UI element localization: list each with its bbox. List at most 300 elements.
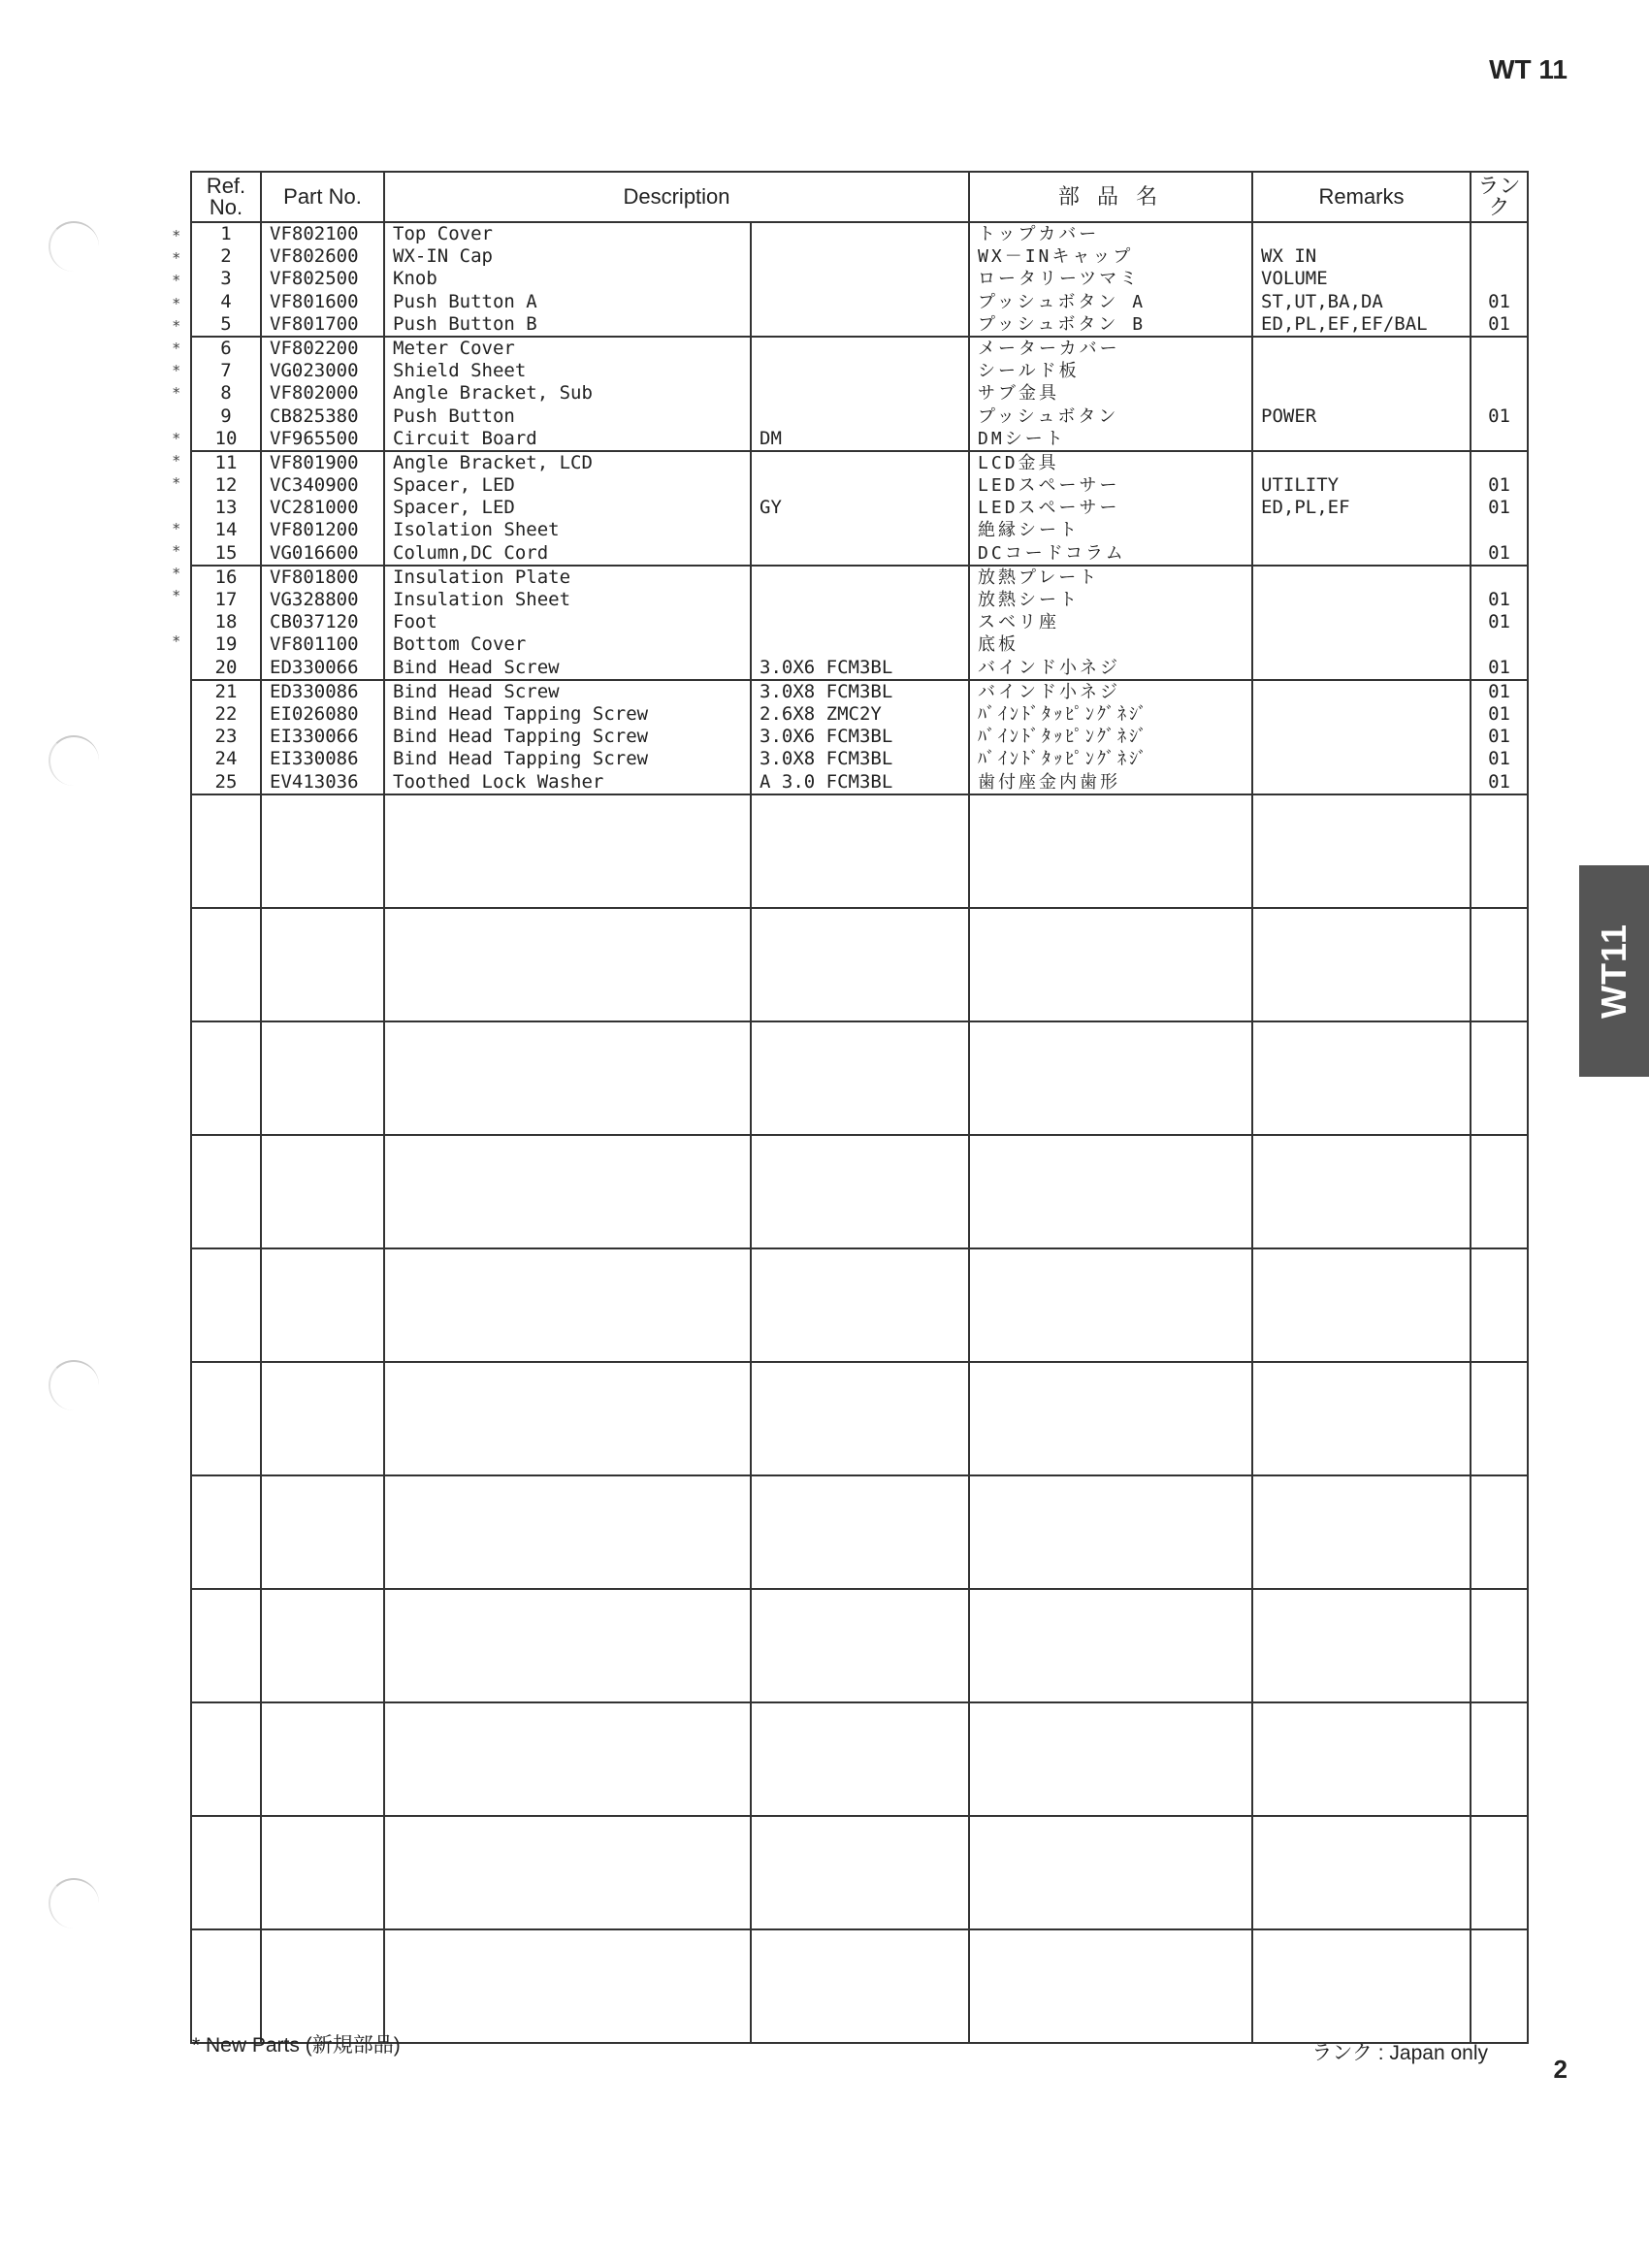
- table-line: 18: [214, 611, 238, 633]
- ref-no-header: Ref. No.: [191, 172, 261, 222]
- table-line: 01: [1488, 748, 1510, 770]
- table-line: Insulation Sheet: [393, 589, 571, 610]
- table-line: [752, 542, 968, 565]
- rank-cell: [1471, 566, 1528, 680]
- empty-cell: [1252, 1702, 1471, 1816]
- table-line: ED330086: [270, 680, 359, 702]
- empty-cell: [1471, 1816, 1528, 1929]
- table-line: 8: [220, 382, 232, 405]
- table-line: POWER: [1261, 405, 1317, 427]
- table-line: [1253, 657, 1470, 679]
- empty-cell: [1252, 1362, 1471, 1475]
- punch-hole: [48, 221, 99, 272]
- table-line: 25: [214, 770, 238, 793]
- japanese-name-header: 部 品 名: [969, 172, 1252, 222]
- empty-cell: [191, 1021, 261, 1135]
- ref-no-cell: [191, 566, 261, 680]
- empty-cell: [261, 1589, 384, 1702]
- spec-cell: [751, 680, 969, 794]
- table-line: 12: [214, 474, 238, 497]
- punch-hole: [48, 1878, 99, 1928]
- table-line: [752, 223, 968, 245]
- new-part-star: *: [173, 474, 180, 493]
- description-cell: [384, 566, 751, 680]
- table-line: WX－INキャップ: [978, 246, 1134, 268]
- empty-cell: [384, 1929, 751, 2043]
- table-line: [752, 474, 968, 497]
- empty-cell: [969, 794, 1252, 908]
- empty-cell: [191, 1816, 261, 1929]
- empty-cell: [191, 1362, 261, 1475]
- table-line: VOLUME: [1261, 268, 1328, 290]
- table-line: ﾊﾞｲﾝﾄﾞﾀｯﾋﾟﾝｸﾞﾈｼﾞ: [978, 749, 1150, 770]
- table-line: 3.0X6 FCM3BL: [760, 726, 893, 748]
- empty-cell: [751, 1929, 969, 2043]
- new-part-star: *: [173, 340, 180, 357]
- ref-no-cell: [191, 337, 261, 451]
- new-part-star: *: [173, 272, 180, 290]
- table-line: 7: [220, 360, 232, 382]
- table-line: スベリ座: [978, 612, 1060, 633]
- table-line: EI026080: [270, 702, 359, 725]
- description-cell: [384, 222, 751, 337]
- empty-table-row: [191, 1021, 1528, 1135]
- table-line: LEDスペーサー: [978, 498, 1120, 519]
- table-line: トップカバー: [978, 224, 1100, 244]
- part-no-header: Part No.: [261, 172, 384, 222]
- description-cell: [384, 337, 751, 451]
- table-line: 絶縁シート: [978, 520, 1081, 541]
- empty-cell: [1252, 1589, 1471, 1702]
- table-line: VF801100: [270, 633, 359, 656]
- table-line: [752, 567, 968, 589]
- empty-cell: [969, 1475, 1252, 1589]
- empty-table-row: [191, 1702, 1528, 1816]
- part-no-cell: [261, 451, 384, 566]
- empty-cell: [751, 1362, 969, 1475]
- table-line: VC281000: [270, 497, 359, 519]
- remarks-header: Remarks: [1252, 172, 1471, 222]
- table-line: [1253, 360, 1470, 382]
- japanese-name-cell: [969, 222, 1252, 337]
- empty-cell: [751, 1021, 969, 1135]
- parts-list-table: [190, 171, 1529, 2044]
- table-line: VG023000: [270, 360, 359, 382]
- new-part-star: *: [173, 565, 180, 582]
- remarks-cell: [1252, 451, 1471, 566]
- table-line: [752, 338, 968, 360]
- table-line: VF802600: [270, 245, 359, 268]
- table-line: [1253, 771, 1470, 794]
- table-line: DM: [760, 427, 782, 449]
- table-line: [752, 611, 968, 633]
- section-tab-label: WT11: [1594, 923, 1633, 1020]
- table-line: [1471, 519, 1527, 541]
- table-line: [1253, 748, 1470, 770]
- table-line: 4: [220, 290, 232, 312]
- table-line: [1471, 452, 1527, 474]
- empty-cell: [969, 1702, 1252, 1816]
- parts-group-row: [191, 566, 1528, 680]
- section-tab: [1579, 865, 1649, 1077]
- spec-cell: [751, 222, 969, 337]
- empty-table-row: [191, 1816, 1528, 1929]
- empty-cell: [384, 1475, 751, 1589]
- table-line: EI330086: [270, 748, 359, 770]
- table-line: [752, 633, 968, 656]
- table-line: Column,DC Cord: [393, 541, 549, 564]
- table-line: ED,PL,EF: [1261, 497, 1350, 519]
- empty-cell: [1471, 1475, 1528, 1589]
- table-line: VF801700: [270, 312, 359, 335]
- table-line: 01: [1488, 702, 1510, 725]
- ref-no-cell: [191, 680, 261, 794]
- table-line: [1471, 245, 1527, 268]
- table-line: Bind Head Screw: [393, 680, 560, 702]
- empty-cell: [751, 1702, 969, 1816]
- empty-cell: [751, 1248, 969, 1362]
- table-line: VF801900: [270, 451, 359, 473]
- spec-cell: [751, 566, 969, 680]
- table-line: [1253, 589, 1470, 611]
- page-code: WT 11: [1489, 54, 1568, 84]
- table-line: [752, 405, 968, 428]
- new-part-star: *: [173, 632, 180, 650]
- new-part-star: *: [173, 362, 180, 380]
- table-line: Bind Head Tapping Screw: [393, 748, 649, 770]
- empty-cell: [1252, 1929, 1471, 2043]
- table-line: [1471, 360, 1527, 382]
- table-line: 3: [220, 268, 232, 290]
- table-line: [752, 291, 968, 313]
- new-part-star: *: [173, 541, 180, 560]
- table-line: 01: [1488, 474, 1510, 497]
- empty-cell: [751, 1135, 969, 1248]
- new-part-star: *: [173, 587, 180, 605]
- empty-table-row: [191, 1248, 1528, 1362]
- table-line: 16: [214, 566, 238, 588]
- empty-table-row: [191, 1589, 1528, 1702]
- empty-table-row: [191, 794, 1528, 908]
- empty-cell: [1471, 794, 1528, 908]
- table-line: 01: [1488, 405, 1510, 427]
- table-line: Push Button A: [393, 290, 537, 312]
- table-line: プッシュボタン A: [978, 291, 1147, 312]
- table-line: バインド小ネジ: [978, 657, 1121, 678]
- empty-cell: [384, 1362, 751, 1475]
- empty-cell: [969, 1816, 1252, 1929]
- table-line: [1253, 567, 1470, 589]
- table-line: 01: [1488, 290, 1510, 312]
- empty-cell: [1252, 794, 1471, 908]
- empty-cell: [384, 1816, 751, 1929]
- table-line: Knob: [393, 268, 437, 290]
- table-line: 01: [1488, 726, 1510, 748]
- empty-cell: [969, 1929, 1252, 2043]
- table-line: VF802000: [270, 382, 359, 405]
- remarks-cell: [1252, 680, 1471, 794]
- empty-table-row: [191, 908, 1528, 1021]
- ref-no-cell: [191, 451, 261, 566]
- empty-cell: [191, 794, 261, 908]
- table-line: 23: [214, 726, 238, 748]
- table-line: [1471, 223, 1527, 245]
- table-line: WX IN: [1261, 245, 1317, 268]
- table-line: EI330066: [270, 726, 359, 748]
- empty-cell: [751, 1816, 969, 1929]
- rank-header: ランク: [1471, 172, 1528, 222]
- table-line: [1253, 681, 1470, 703]
- empty-cell: [261, 1816, 384, 1929]
- table-line: バインド小ネジ: [978, 681, 1121, 702]
- table-line: Toothed Lock Washer: [393, 770, 604, 793]
- table-line: [1471, 633, 1527, 656]
- empty-cell: [1471, 1702, 1528, 1816]
- table-line: [1253, 519, 1470, 541]
- table-line: 24: [214, 748, 238, 770]
- empty-cell: [261, 1702, 384, 1816]
- table-line: Angle Bracket, LCD: [393, 451, 593, 473]
- new-part-star: *: [173, 316, 180, 335]
- table-line: [1253, 611, 1470, 633]
- table-line: GY: [760, 497, 782, 519]
- description-header: Description: [384, 172, 969, 222]
- table-line: [1253, 382, 1470, 405]
- empty-cell: [261, 1135, 384, 1248]
- table-line: [752, 452, 968, 474]
- table-line: 14: [214, 519, 238, 541]
- part-no-cell: [261, 680, 384, 794]
- table-line: 22: [214, 702, 238, 725]
- empty-cell: [1471, 1248, 1528, 1362]
- table-line: [1253, 726, 1470, 748]
- table-line: 01: [1488, 656, 1510, 678]
- table-line: Angle Bracket, Sub: [393, 382, 593, 405]
- empty-cell: [751, 794, 969, 908]
- table-line: EV413036: [270, 770, 359, 793]
- part-no-cell: [261, 566, 384, 680]
- rank-note: ランク : Japan only: [1311, 2042, 1488, 2064]
- table-line: WX-IN Cap: [393, 245, 493, 268]
- table-line: [1253, 703, 1470, 726]
- empty-cell: [384, 794, 751, 908]
- empty-cell: [261, 1362, 384, 1475]
- table-line: VF802500: [270, 268, 359, 290]
- empty-cell: [1471, 1362, 1528, 1475]
- table-line: サブ金具: [978, 383, 1060, 405]
- table-line: 01: [1488, 680, 1510, 702]
- description-cell: [384, 451, 751, 566]
- table-line: ED,PL,EF,EF/BAL: [1261, 312, 1428, 335]
- spec-cell: [751, 337, 969, 451]
- japanese-name-cell: [969, 337, 1252, 451]
- new-part-star: *: [173, 429, 180, 447]
- empty-cell: [191, 908, 261, 1021]
- table-line: [1471, 567, 1527, 589]
- table-line: シールド板: [978, 361, 1080, 382]
- empty-cell: [191, 1929, 261, 2043]
- table-line: VG016600: [270, 541, 359, 564]
- empty-cell: [191, 1475, 261, 1589]
- table-line: ED330066: [270, 656, 359, 678]
- punch-hole: [48, 735, 99, 786]
- empty-cell: [384, 1589, 751, 1702]
- empty-cell: [751, 908, 969, 1021]
- rank-cell: [1471, 680, 1528, 794]
- table-line: ST,UT,BA,DA: [1261, 290, 1383, 312]
- parts-group-row: [191, 222, 1528, 337]
- parts-group-row: [191, 337, 1528, 451]
- empty-cell: [1471, 908, 1528, 1021]
- table-line: 歯付座金内歯形: [978, 771, 1121, 793]
- new-part-star: *: [173, 294, 180, 312]
- table-line: VF801600: [270, 290, 359, 312]
- empty-cell: [1471, 1929, 1528, 2043]
- empty-cell: [384, 1021, 751, 1135]
- table-line: DMシート: [978, 428, 1066, 449]
- empty-cell: [384, 1248, 751, 1362]
- remarks-cell: [1252, 337, 1471, 451]
- table-line: [1471, 382, 1527, 405]
- table-line: A 3.0 FCM3BL: [760, 770, 893, 793]
- empty-cell: [1252, 908, 1471, 1021]
- table-line: [1253, 633, 1470, 656]
- table-line: 底板: [978, 634, 1019, 656]
- japanese-name-cell: [969, 566, 1252, 680]
- table-line: [1253, 452, 1470, 474]
- table-line: Foot: [393, 611, 437, 633]
- table-line: LCD金具: [978, 452, 1059, 473]
- table-line: [1253, 223, 1470, 245]
- empty-table-row: [191, 1929, 1528, 2043]
- table-line: 13: [214, 497, 238, 519]
- table-line: メーターカバー: [978, 338, 1120, 359]
- table-line: ﾊﾞｲﾝﾄﾞﾀｯﾋﾟﾝｸﾞﾈｼﾞ: [978, 727, 1150, 748]
- table-line: 3.0X8 FCM3BL: [760, 680, 893, 702]
- empty-cell: [261, 1929, 384, 2043]
- table-line: Circuit Board: [393, 427, 537, 449]
- page-number: 2: [1553, 2055, 1568, 2084]
- table-line: [752, 589, 968, 611]
- parts-group-row: [191, 680, 1528, 794]
- table-line: 01: [1488, 497, 1510, 519]
- table-line: 放熱シート: [978, 590, 1081, 610]
- table-line: Bind Head Screw: [393, 656, 560, 678]
- empty-cell: [191, 1248, 261, 1362]
- empty-cell: [969, 1135, 1252, 1248]
- table-line: VF802100: [270, 223, 359, 244]
- empty-cell: [969, 1021, 1252, 1135]
- empty-cell: [191, 1702, 261, 1816]
- new-part-star: *: [173, 384, 180, 403]
- table-line: 9: [220, 405, 232, 427]
- empty-cell: [191, 1589, 261, 1702]
- table-line: 3.0X8 FCM3BL: [760, 748, 893, 770]
- japanese-name-cell: [969, 451, 1252, 566]
- table-line: [752, 519, 968, 541]
- table-line: 10: [214, 427, 238, 449]
- table-line: 01: [1488, 770, 1510, 793]
- empty-cell: [969, 1248, 1252, 1362]
- table-line: [1253, 338, 1470, 360]
- table-line: Spacer, LED: [393, 497, 515, 519]
- table-line: 01: [1488, 589, 1510, 610]
- table-line: Bind Head Tapping Screw: [393, 726, 649, 748]
- empty-cell: [969, 1589, 1252, 1702]
- table-header-row: [191, 172, 1528, 222]
- empty-cell: [261, 908, 384, 1021]
- empty-table-row: [191, 1475, 1528, 1589]
- table-line: VF965500: [270, 427, 359, 449]
- empty-cell: [261, 1021, 384, 1135]
- table-line: [752, 360, 968, 382]
- part-no-cell: [261, 222, 384, 337]
- rank-cell: [1471, 222, 1528, 337]
- table-line: UTILITY: [1261, 474, 1340, 497]
- empty-table-row: [191, 1135, 1528, 1248]
- ref-no-cell: [191, 222, 261, 337]
- table-line: Isolation Sheet: [393, 519, 560, 541]
- empty-cell: [1252, 1248, 1471, 1362]
- parts-group-row: [191, 451, 1528, 566]
- empty-cell: [261, 794, 384, 908]
- remarks-cell: [1252, 222, 1471, 337]
- spec-cell: [751, 451, 969, 566]
- table-line: Shield Sheet: [393, 360, 527, 382]
- table-line: [752, 245, 968, 268]
- empty-cell: [384, 908, 751, 1021]
- table-line: [1471, 268, 1527, 290]
- japanese-name-cell: [969, 680, 1252, 794]
- empty-cell: [261, 1248, 384, 1362]
- table-line: VC340900: [270, 474, 359, 497]
- empty-cell: [751, 1589, 969, 1702]
- table-line: Spacer, LED: [393, 474, 515, 497]
- table-line: Insulation Plate: [393, 566, 571, 588]
- table-line: [1253, 542, 1470, 565]
- punch-hole: [48, 1360, 99, 1410]
- table-line: Top Cover: [393, 223, 493, 244]
- table-line: [1253, 428, 1470, 450]
- table-line: 3.0X6 FCM3BL: [760, 656, 893, 678]
- table-line: Bind Head Tapping Screw: [393, 702, 649, 725]
- table-line: 5: [220, 312, 232, 335]
- empty-cell: [969, 1362, 1252, 1475]
- new-parts-note: * New Parts (新規部品): [192, 2034, 401, 2057]
- table-line: 01: [1488, 541, 1510, 564]
- table-line: VF801200: [270, 519, 359, 541]
- description-cell: [384, 680, 751, 794]
- table-line: [752, 268, 968, 290]
- table-line: LEDスペーサー: [978, 475, 1120, 497]
- empty-cell: [1252, 1021, 1471, 1135]
- table-line: CB825380: [270, 405, 359, 427]
- empty-cell: [1252, 1816, 1471, 1929]
- empty-cell: [261, 1475, 384, 1589]
- empty-table-row: [191, 1362, 1528, 1475]
- table-line: 15: [214, 541, 238, 564]
- table-line: 21: [214, 680, 238, 702]
- table-line: 放熱プレート: [978, 567, 1100, 588]
- table-line: 17: [214, 589, 238, 610]
- table-line: Meter Cover: [393, 337, 515, 359]
- table-line: プッシュボタン B: [978, 313, 1147, 335]
- empty-cell: [1252, 1475, 1471, 1589]
- part-no-cell: [261, 337, 384, 451]
- empty-cell: [1252, 1135, 1471, 1248]
- new-part-star: *: [173, 227, 180, 244]
- table-line: 11: [214, 451, 238, 473]
